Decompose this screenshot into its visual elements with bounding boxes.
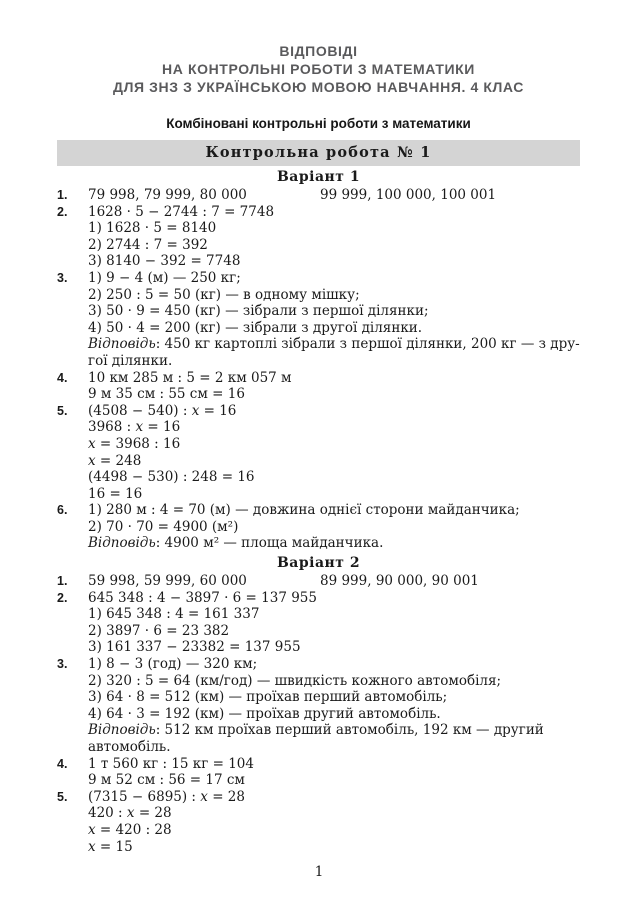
- text-segment: 9 м 35 см : 55 см = 16: [88, 386, 245, 403]
- item-number: 3.: [57, 657, 68, 672]
- item-number: 2.: [57, 204, 68, 219]
- item-number: 1.: [57, 188, 68, 202]
- answer-item: [57, 403, 580, 503]
- title-line-1: ВІДПОВІДІ: [279, 43, 358, 59]
- answer-line: [88, 606, 580, 623]
- answer-item: [57, 656, 580, 756]
- answer-line: [88, 353, 580, 370]
- text-segment: 2) 70 · 70 = 4900 (м²): [88, 518, 239, 535]
- item-body: [88, 187, 580, 204]
- answer-item: [57, 204, 580, 270]
- answer-line: [88, 187, 580, 204]
- text-segment: 3) 8140 − 392 = 7748: [88, 253, 241, 270]
- answer-line: [88, 220, 580, 237]
- item-body: [88, 370, 580, 403]
- right-column-text: 89 999, 90 000, 90 001: [320, 573, 479, 590]
- answer-line: [88, 303, 580, 320]
- section-header-bar: Контрольна робота № 1: [57, 140, 580, 166]
- text-segment: 1) 8 − 3 (год) — 320 км;: [88, 656, 258, 673]
- answer-line: [88, 469, 580, 486]
- text-segment: 2) 250 : 5 = 50 (кг) — в одному мішку;: [88, 286, 360, 303]
- text-segment: = 16: [199, 402, 237, 419]
- page-number: 1: [314, 864, 324, 880]
- text-segment: 1 т 560 кг : 15 кг = 104: [88, 755, 254, 772]
- text-segment: x: [200, 788, 208, 805]
- text-segment: : 450 кг картоплі зібрали з першої ділянки, 200 кг — з дру-: [155, 336, 580, 353]
- text-segment: 3) 50 · 9 = 450 (кг) — зібрали з першої ділянки;: [88, 303, 429, 320]
- answer-line: [88, 805, 580, 822]
- text-segment: 2) 3897 · 6 = 23 382: [88, 622, 230, 639]
- text-segment: (7315 − 6895) :: [88, 788, 201, 805]
- item-body: [88, 403, 580, 503]
- text-segment: (4498 − 530) : 248 = 16: [88, 469, 255, 486]
- answer-line: [88, 772, 580, 789]
- right-column-text: 99 999, 100 000, 100 001: [320, 187, 497, 203]
- answer-line: [88, 706, 580, 723]
- answer-line: [88, 253, 580, 270]
- answer-line: [88, 453, 580, 470]
- answer-line: [88, 573, 580, 590]
- text-segment: = 28: [134, 805, 172, 822]
- text-segment: x: [88, 435, 96, 452]
- text-segment: 420 :: [88, 805, 127, 822]
- answer-line: [88, 535, 580, 552]
- item-number: 6.: [57, 503, 68, 518]
- text-segment: гої ділянки.: [88, 352, 173, 369]
- text-segment: = 16: [143, 419, 181, 436]
- answer-line: [88, 623, 580, 640]
- text-segment: : 4900 м² — площа майданчика.: [155, 535, 384, 552]
- text-segment: = 15: [95, 838, 133, 855]
- item-body: [88, 789, 580, 855]
- answer-line: [88, 639, 580, 656]
- answer-line: [88, 722, 580, 739]
- text-segment: x: [88, 838, 96, 855]
- text-segment: 1) 280 м : 4 = 70 (м) — довжина однієї сторони майданчика;: [88, 502, 520, 519]
- answer-item: [57, 756, 580, 789]
- item-body: [88, 270, 580, 370]
- answer-line: [88, 204, 580, 221]
- text-segment: 1) 1628 · 5 = 8140: [88, 220, 217, 237]
- text-segment: = 3968 : 16: [95, 435, 181, 452]
- answer-line: [88, 822, 580, 839]
- answer-item: [57, 789, 580, 855]
- text-segment: Відповідь: [88, 535, 156, 552]
- text-segment: 4) 64 · 3 = 192 (км) — проїхав другий автомобіль.: [88, 705, 441, 722]
- item-body: [88, 756, 580, 789]
- document-subtitle: Комбіновані контрольні роботи з математики: [166, 116, 471, 131]
- text-segment: 3) 161 337 − 23382 = 137 955: [88, 639, 301, 656]
- answer-item: [57, 502, 580, 552]
- item-number: 3.: [57, 270, 68, 285]
- document-title: [57, 42, 580, 96]
- answer-line: [88, 320, 580, 337]
- text-segment: 1) 9 − 4 (м) — 250 кг;: [88, 269, 241, 286]
- answer-line: [88, 403, 580, 420]
- text-segment: 3) 64 · 8 = 512 (км) — проїхав перший автомобіль;: [88, 689, 448, 706]
- left-column-text: 59 998, 59 999, 60 000: [88, 573, 247, 590]
- answer-line: [88, 656, 580, 673]
- text-segment: = 248: [95, 452, 142, 469]
- text-segment: x: [135, 419, 144, 436]
- answer-line: [88, 839, 580, 856]
- text-segment: 3968 :: [88, 419, 136, 436]
- answer-item: [57, 573, 580, 590]
- answer-line: [88, 756, 580, 773]
- item-number: 5.: [57, 789, 68, 804]
- text-segment: 2) 320 : 5 = 64 (км/год) — швидкість кожного автомобіля;: [88, 672, 502, 689]
- answer-line: [88, 486, 580, 503]
- text-segment: : 512 км проїхав перший автомобіль, 192 км — другий: [155, 722, 544, 739]
- item-body: [88, 204, 580, 270]
- text-segment: 4) 50 · 4 = 200 (кг) — зібрали з другої ділянки.: [88, 319, 423, 336]
- text-segment: Відповідь: [88, 336, 156, 353]
- left-column-text: 79 998, 79 999, 80 000: [88, 187, 247, 203]
- title-line-2: НА КОНТРОЛЬНІ РОБОТИ З МАТЕМАТИКИ: [162, 61, 475, 77]
- text-segment: 2) 2744 : 7 = 392: [88, 236, 208, 253]
- answer-line: [88, 673, 580, 690]
- text-segment: x: [88, 452, 96, 469]
- text-segment: 645 348 : 4 − 3897 · 6 = 137 955: [88, 589, 317, 606]
- text-segment: 1) 645 348 : 4 = 161 337: [88, 606, 260, 623]
- title-line-3: ДЛЯ ЗНЗ З УКРАЇНСЬКОЮ МОВОЮ НАВЧАННЯ. 4 КЛАС: [113, 79, 524, 95]
- item-number: 5.: [57, 403, 68, 418]
- answer-line: [88, 689, 580, 706]
- answer-line: [88, 336, 580, 353]
- answer-line: [88, 370, 580, 387]
- answer-line: [88, 386, 580, 403]
- item-number: 4.: [57, 370, 68, 385]
- item-body: [88, 590, 580, 656]
- item-number: 1.: [57, 574, 68, 589]
- answer-line: [88, 237, 580, 254]
- text-segment: автомобіль.: [88, 739, 171, 755]
- text-segment: 9 м 52 см : 56 = 17 см: [88, 772, 245, 789]
- variant-heading: Варіант 1: [276, 169, 361, 185]
- item-body: [88, 502, 580, 552]
- text-segment: 1628 · 5 − 2744 : 7 = 7748: [88, 203, 275, 220]
- item-number: 4.: [57, 756, 68, 771]
- answer-line: [88, 519, 580, 536]
- text-segment: = 28: [207, 788, 245, 805]
- answers-content: [57, 169, 580, 855]
- text-segment: x: [191, 402, 200, 419]
- item-body: [88, 573, 580, 590]
- answer-line: [88, 789, 580, 806]
- answer-item: [57, 270, 580, 370]
- answer-line: [88, 502, 580, 519]
- answer-item: [57, 370, 580, 403]
- text-segment: = 420 : 28: [95, 821, 172, 838]
- answer-line: [88, 590, 580, 607]
- text-segment: (4508 − 540) :: [88, 402, 192, 419]
- answer-line: [88, 436, 580, 453]
- answer-line: [88, 287, 580, 304]
- text-segment: 16 = 16: [88, 485, 143, 502]
- text-segment: Відповідь: [88, 722, 156, 739]
- text-segment: x: [88, 821, 96, 838]
- answer-item: [57, 187, 580, 204]
- text-segment: x: [126, 805, 135, 822]
- text-segment: 10 км 285 м : 5 = 2 км 057 м: [88, 369, 292, 386]
- item-body: [88, 656, 580, 756]
- variant-heading: Варіант 2: [276, 555, 361, 572]
- answer-line: [88, 419, 580, 436]
- answer-item: [57, 590, 580, 656]
- item-number: 2.: [57, 590, 68, 605]
- answer-line: [88, 739, 580, 756]
- answer-line: [88, 270, 580, 287]
